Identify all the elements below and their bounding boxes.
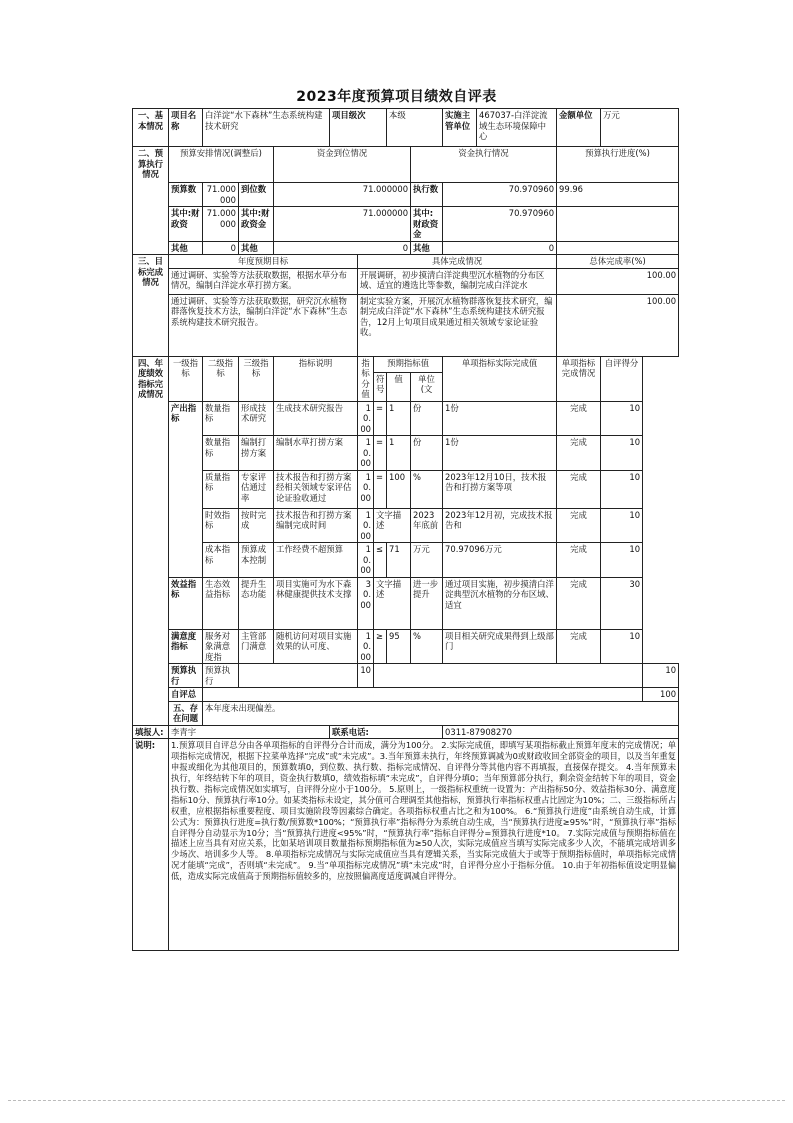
- ind-row-lvl2: 时效指标: [203, 508, 239, 543]
- ind-row-score: 10.00: [358, 436, 374, 471]
- ind-row-lvl2: 生态效益指标: [203, 577, 239, 629]
- ind-row-lvl2: 数量指标: [203, 401, 239, 436]
- budget-row3-label2: 其他: [239, 241, 274, 255]
- ind-row-self: 10: [601, 436, 643, 471]
- budget-header-progress: 预算执行进度(%): [557, 147, 679, 183]
- goal-1-rate: 100.00: [557, 268, 679, 294]
- ind-exec-self: 10: [643, 664, 679, 688]
- ind-row-sym: ≤: [374, 543, 387, 578]
- ind-row-lvl3: 按时完成: [239, 508, 274, 543]
- page-title: 2023年度预算项目绩效自评表: [296, 89, 497, 105]
- goal-2-done: 制定实验方案，开展沉水植物群落恢复技术研究，编制完成白洋淀“水下森林”生态系统构建技术研究报告，12月上旬项目成果通过相关领域专家论证验收。: [358, 294, 557, 356]
- ind-row-sym: =: [374, 470, 387, 508]
- self-total-value: 100: [643, 688, 679, 702]
- ind-row-sym: =: [374, 436, 387, 471]
- ind-row-unit: 份: [411, 401, 443, 436]
- ind-row-lvl3: 专家评估通过率: [239, 470, 274, 508]
- section-basic-label: 一、基本情况: [133, 109, 169, 147]
- budget-header-executed: 资金执行情况: [411, 147, 557, 183]
- ind-row-self: 10: [601, 401, 643, 436]
- ind-row-self: 10: [601, 470, 643, 508]
- ind-row-status: 完成: [557, 401, 601, 436]
- ind-row-desc: 随机访问对项目实施效果的认可度、: [274, 629, 358, 664]
- ind-row-score: 10.00: [358, 543, 374, 578]
- ind-row-actual: 2023年12月10日，技术报告和打捞方案等项: [443, 470, 557, 508]
- phone-label: 联系电话:: [330, 725, 443, 739]
- budget-row3-label3: 其他: [411, 241, 443, 255]
- ind-satisfaction-label: 满意度指标: [169, 629, 203, 664]
- ind-row-score: 10.00: [358, 470, 374, 508]
- dept-label: 实施主管单位: [443, 109, 477, 147]
- budget-header-arrived: 资金到位情况: [274, 147, 411, 183]
- section-problems-label: 五、存在问题: [169, 701, 203, 725]
- ind-row-sym: ≥: [374, 629, 387, 664]
- ind-benefit-label: 效益指标: [169, 577, 203, 629]
- goal-1-done: 开展调研，初步摸清白洋淀典型沉水植物的分布区域、适宜的遴选比等参数，编制完成白洋淀水: [358, 268, 557, 294]
- budget-row2-arrived: 71.000000: [274, 207, 411, 242]
- budget-row1-label: 预算数: [169, 183, 203, 207]
- ind-row-self: 10: [601, 629, 643, 664]
- amount-unit-value: 万元: [601, 109, 679, 147]
- ind-header-lvl2: 二级指标: [203, 356, 239, 401]
- ind-row-val: 100: [387, 470, 411, 508]
- ind-row-lvl3: 主管部门满意: [239, 629, 274, 664]
- ind-exec-sub: 预算执行: [203, 664, 239, 688]
- ind-row-status: 完成: [557, 436, 601, 471]
- project-level-value: 本级: [387, 109, 443, 147]
- ind-row-unit: 万元: [411, 543, 443, 578]
- ind-row-sym: =: [374, 401, 387, 436]
- ind-row-self: 30: [601, 577, 643, 629]
- ind-row-desc: 技术报告和打捞方案编制完成时间: [274, 508, 358, 543]
- goals-header-completed: 具体完成情况: [358, 255, 557, 269]
- amount-unit-label: 金额单位: [557, 109, 601, 147]
- budget-row2-arranged: 71.000000: [203, 207, 239, 242]
- ind-row-unit: %: [411, 470, 443, 508]
- goal-1: 通过调研、实验等方法获取数据，根据水草分布情况，编制白洋淀水草打捞方案。: [169, 268, 358, 294]
- ind-row-lvl3: 预算成本控制: [239, 543, 274, 578]
- budget-row2-progress: [557, 207, 679, 242]
- ind-row-desc: 工作经费不超预算: [274, 543, 358, 578]
- dept-value: 467037-白洋淀流域生态环境保障中心: [477, 109, 557, 147]
- ind-header-lvl1: 一级指标: [169, 356, 203, 401]
- project-name-label: 项目名称: [169, 109, 203, 147]
- ind-row-self: 10: [601, 508, 643, 543]
- ind-header-self: 自评得分: [601, 356, 643, 401]
- self-total-blank: [203, 688, 643, 702]
- budget-row2-label3: 其中:财政资金: [411, 207, 443, 242]
- ind-header-unit: 单位(文: [411, 372, 443, 401]
- ind-row-actual: 通过项目实施，初步摸清白洋淀典型沉水植物的分布区域、适宜: [443, 577, 557, 629]
- filler-label: 填报人:: [133, 725, 169, 739]
- notes-label: 说明:: [133, 739, 169, 951]
- ind-row-lvl2: 质量指标: [203, 470, 239, 508]
- budget-row2-executed: 70.970960: [443, 207, 557, 242]
- ind-header-val: 值: [387, 372, 411, 401]
- ind-row-lvl3: 形成技术研究: [239, 401, 274, 436]
- filler-name: 李青宇: [169, 725, 330, 739]
- ind-row-val: 95: [387, 629, 411, 664]
- ind-row-score: 10.00: [358, 629, 374, 664]
- ind-row-unit: 份: [411, 436, 443, 471]
- goal-2: 通过调研、实验等方法获取数据，研究沉水植物群落恢复技术方法，编制白洋淀“水下森林”生态系统构建技术研究报告。: [169, 294, 358, 356]
- ind-row-status: 完成: [557, 508, 601, 543]
- notes-text: 1.预算项目自评总分由各单项指标的自评得分合计而成，满分为100分。 2.实际完成值，即填写某项指标截止预算年度末的完成情况；单项指标完成情况，根据下拉菜单选择“完成”或“未完成”。3.当年预算未执行，年终预算调减为0或财政收回全部资金的项目，以及当年重复申报或细化为其他项目的，预算数填0，到位数、执行数、指标完成情况、自评得分等其他内容不再填报，直接保存提交。 4.当年预算未执行，年终结转下年的项目，资金执行数填0，绩效指标填“未完成”，自评得分填0；当年预算部分执行，剩余资金结转下年的项目，资金执行数、指标完成情况如实填写，自评得分应小于100分。 5.原则上，一级指标权重统一设置为：产出指标50分、效益指标30分、满意度指标10分、预算执行率10分。如某类指标未设定，其分值可合理调至其他指标，预算执行率指标权重占比固定为10%；二、三级指标所占权重，应根据指标重要程度、项目实施阶段等因素综合确定。各项指标权重占比之和为100%。 6.“预算执行进度”由系统自动生成，计算公式为：预算执行进度=执行数/预算数*100%；“预算执行率”指标得分为系统自动生成，当“预算执行进度≥95%”时，“预算执行率”指标自评得分自动显示为10分；当“预算执行进度<95%”时，“预算执行率”指标自评得分=预算执行进度*10。 7.实际完成值与预期指标值在描述上应当具有对应关系，比如某培训项目数量指标预期指标值为≥50人次，实际完成值应当填写实际完成多少人次，不能填完成培训多少场次、培训多少人等。 8.单项指标完成情况与实际完成值应当具有逻辑关系，当实际完成值大于或等于预期指标值时，单项指标完成情况才能填“完成”，否则填“未完成”。 9.当“单项指标完成情况”填“未完成”时，自评得分应小于指标分值。 10.由于年初指标值设定明显偏低，造成实际完成值高于预期指标值较多的，应按照偏离度适度调减自评得分。: [169, 739, 679, 951]
- ind-row-actual: 项目相关研究成果得到上级部门: [443, 629, 557, 664]
- ind-row-status: 完成: [557, 629, 601, 664]
- budget-row2-label: 其中:财政资: [169, 207, 203, 242]
- ind-row-actual: 1份: [443, 401, 557, 436]
- ind-output-label: 产出指标: [169, 401, 203, 577]
- ind-header-desc: 指标说明: [274, 356, 358, 401]
- goals-header-annual: 年度预期目标: [169, 255, 358, 269]
- section-budget-label: 二、预算执行情况: [133, 147, 169, 255]
- ind-row-unit: 进一步提升: [411, 577, 443, 629]
- budget-row3-arrived: 0: [274, 241, 411, 255]
- ind-row-lvl2: 成本指标: [203, 543, 239, 578]
- budget-row1-progress: 99.96: [557, 183, 679, 207]
- scan-edge-line: [8, 1100, 785, 1101]
- budget-row1-label3: 执行数: [411, 183, 443, 207]
- budget-row1-arranged: 71.000000: [203, 183, 239, 207]
- ind-row-status: 完成: [557, 577, 601, 629]
- budget-header-arranged: 预算安排情况(调整后): [169, 147, 274, 183]
- ind-row-actual: 2023年12月初，完成技术报告和: [443, 508, 557, 543]
- self-total-label: 自评总: [169, 688, 203, 702]
- problems-text: 本年度未出现偏差。: [203, 701, 679, 725]
- ind-row-status: 完成: [557, 543, 601, 578]
- ind-header-status: 单项指标完成情况: [557, 356, 601, 401]
- budget-row1-label2: 到位数: [239, 183, 274, 207]
- ind-header-actual: 单项指标实际完成值: [443, 356, 557, 401]
- ind-row-lvl2: 数量指标: [203, 436, 239, 471]
- goal-2-rate: 100.00: [557, 294, 679, 356]
- evaluation-table: [132, 108, 679, 951]
- ind-row-val: 1: [387, 436, 411, 471]
- budget-row3-label: 其他: [169, 241, 203, 255]
- project-level-label: 项目级次: [330, 109, 387, 147]
- phone-value: 0311-87908270: [443, 725, 679, 739]
- budget-row3-executed: 0: [443, 241, 557, 255]
- ind-row-actual: 1份: [443, 436, 557, 471]
- ind-row-actual: 70.97096万元: [443, 543, 557, 578]
- ind-header-lvl3: 三级指标: [239, 356, 274, 401]
- ind-row-score: 10.00: [358, 401, 374, 436]
- budget-row3-arranged: 0: [203, 241, 239, 255]
- ind-row-val: 71: [387, 543, 411, 578]
- ind-row-unit: 2023年底前: [411, 508, 443, 543]
- project-name-value: 白洋淀“水下森林”生态系统构建技术研究: [203, 109, 330, 147]
- ind-row-status: 完成: [557, 470, 601, 508]
- budget-row1-arrived: 71.000000: [274, 183, 411, 207]
- ind-row-sym: 文字描述: [374, 577, 411, 629]
- budget-row3-progress: [557, 241, 679, 255]
- goals-header-rate: 总体完成率(%): [557, 255, 679, 269]
- ind-exec-blank2: [374, 664, 643, 688]
- ind-row-self: 10: [601, 543, 643, 578]
- budget-row2-label2: 其中:财政资金: [239, 207, 274, 242]
- ind-row-unit: %: [411, 629, 443, 664]
- ind-header-expected: 预期指标值: [374, 356, 443, 372]
- section-goals-label: 三、目标完成情况: [133, 255, 169, 357]
- ind-exec-blank: [239, 664, 358, 688]
- ind-row-desc: 技术报告和打捞方案经相关领域专家评估论证验收通过: [274, 470, 358, 508]
- ind-row-lvl3: 编制打捞方案: [239, 436, 274, 471]
- ind-row-lvl3: 提升生态功能: [239, 577, 274, 629]
- ind-header-sym: 符号: [374, 372, 387, 401]
- ind-row-val: 1: [387, 401, 411, 436]
- ind-header-score: 指标分值: [358, 356, 374, 401]
- ind-row-desc: 编制水草打捞方案: [274, 436, 358, 471]
- ind-row-sym: 文字描述: [374, 508, 411, 543]
- ind-row-desc: 项目实施可为水下森林健康提供技术支撑: [274, 577, 358, 629]
- section-indicators-label: 四、年度绩效指标完成情况: [133, 356, 169, 725]
- ind-row-lvl2: 服务对象满意度指: [203, 629, 239, 664]
- ind-row-score: 10.00: [358, 508, 374, 543]
- ind-exec-label: 预算执行: [169, 664, 203, 688]
- ind-row-desc: 生成技术研究报告: [274, 401, 358, 436]
- ind-exec-score: 10: [358, 664, 374, 688]
- budget-row1-executed: 70.970960: [443, 183, 557, 207]
- ind-row-score: 30.00: [358, 577, 374, 629]
